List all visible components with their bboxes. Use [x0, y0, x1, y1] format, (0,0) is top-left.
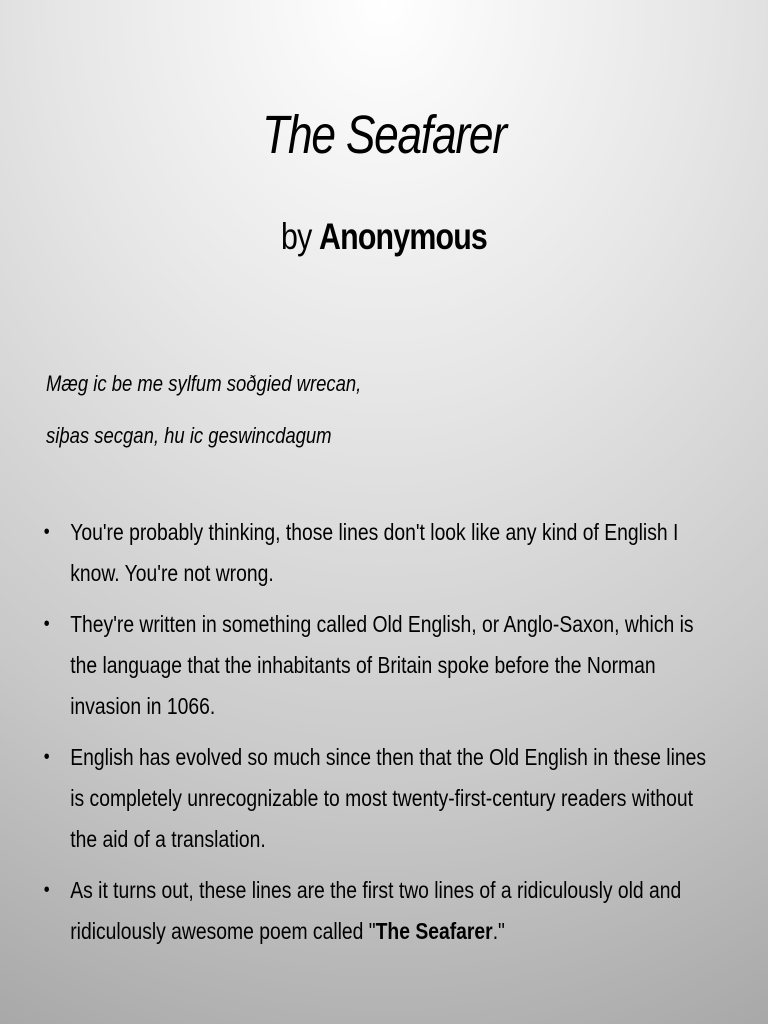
bullet-icon: •: [43, 746, 50, 768]
bullet-icon: •: [43, 879, 50, 901]
bullet-text: [70, 877, 681, 944]
verse-line-2: siþas secgan, hu ic geswincdagum: [46, 423, 332, 448]
byline-prefix: by: [281, 216, 312, 257]
byline: [69, 218, 699, 255]
bullet-text: They're written in something called Old English, or Anglo-Saxon, which is the language that the inhabitants of Britain spoke before the Norman invasion in 1066.: [70, 611, 694, 719]
verse-line-1: Mæg ic be me sylfum soðgied wrecan,: [46, 371, 362, 396]
bullet-item-3: [40, 737, 717, 860]
bullet-icon: •: [43, 613, 50, 635]
bullet-item-2: [40, 604, 717, 727]
byline-author: Anonymous: [319, 216, 487, 257]
bullet-icon: •: [43, 521, 50, 543]
slide-title: The Seafarer: [262, 105, 506, 165]
bullet-text-after: .": [492, 918, 505, 944]
bullet-item-1: [40, 512, 717, 594]
bullet-text: English has evolved so much since then that the Old English in these lines is completely unrecognizable to most twenty-first-century readers without the aid of a translation.: [70, 744, 707, 852]
bullet-item-4: [40, 870, 717, 952]
bullet-text-before: As it turns out, these lines are the first two lines of a ridiculously old and ridiculously awesome poem called ": [70, 877, 682, 944]
poem-title-emphasis: The Seafarer: [375, 918, 493, 944]
bullet-list: [40, 512, 740, 962]
old-english-verse: [46, 364, 617, 468]
bullet-text: You're probably thinking, those lines don't look like any kind of English I know. You're not wrong.: [70, 519, 679, 586]
